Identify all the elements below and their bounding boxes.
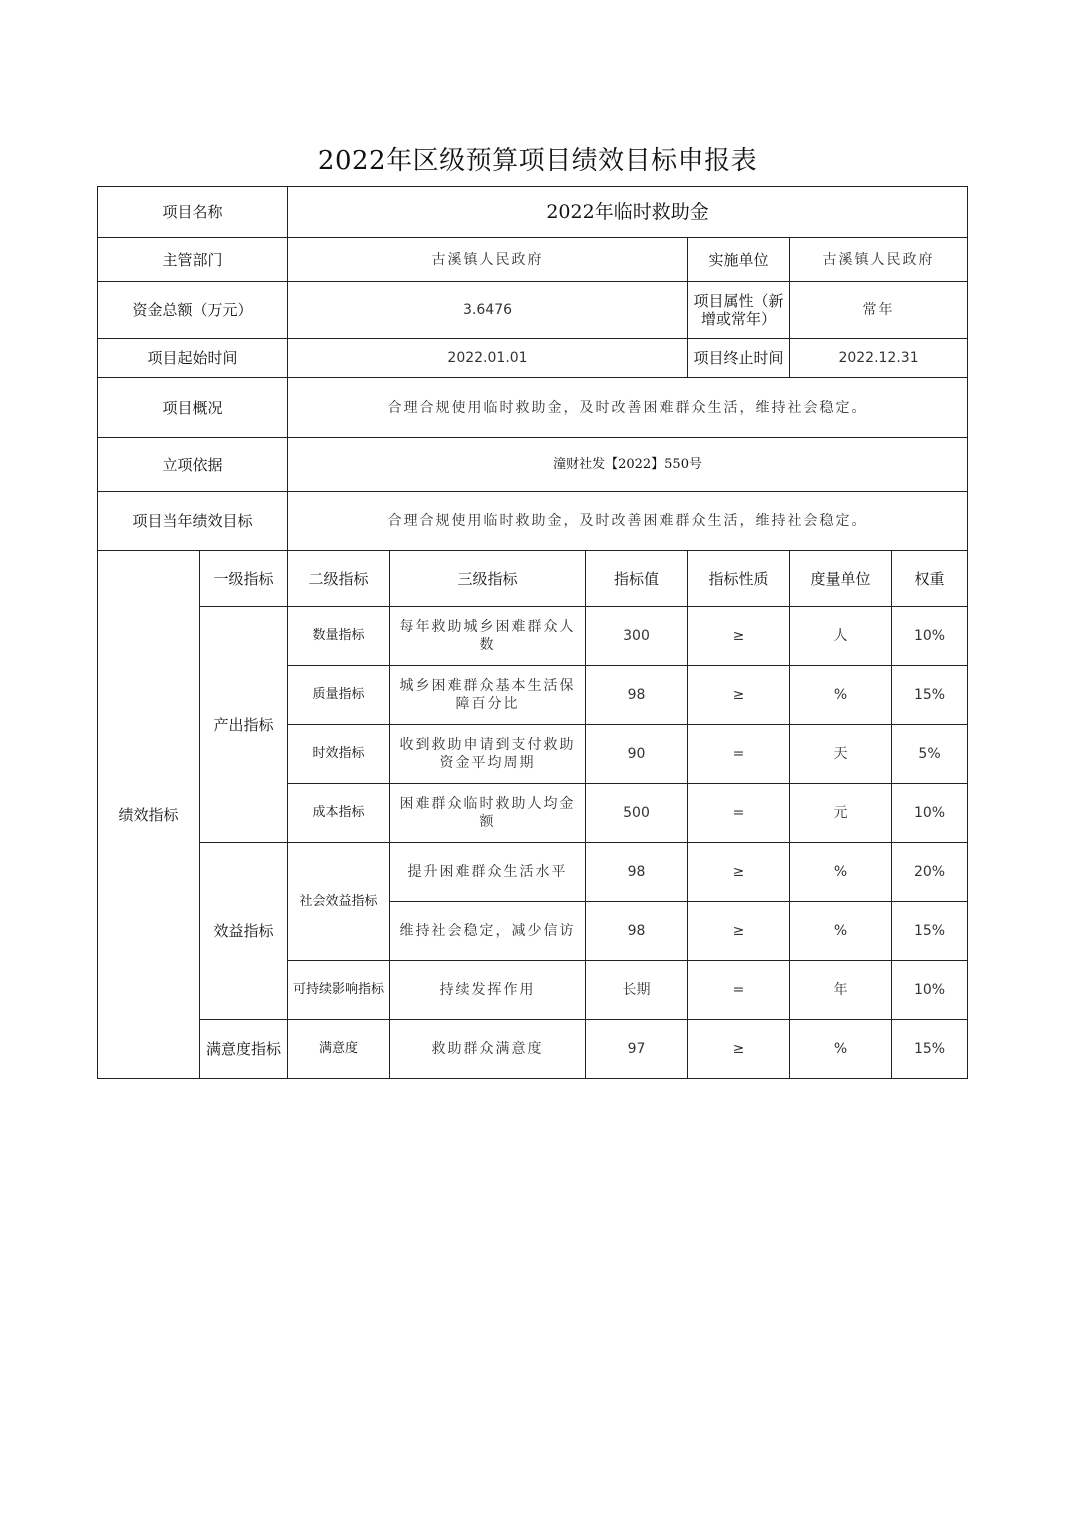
overview-label: 项目概况 — [98, 378, 288, 438]
project-name-value: 2022年临时救助金 — [288, 187, 968, 238]
indicator-weight: 15% — [892, 1020, 968, 1079]
indicator-name: 每年救助城乡困难群众人数 — [390, 607, 586, 666]
row-project-name — [98, 187, 968, 238]
row-overview — [98, 378, 968, 438]
indicator-name: 提升困难群众生活水平 — [390, 843, 586, 902]
indicator-nature: ≥ — [688, 607, 790, 666]
level2-quality: 质量指标 — [288, 666, 390, 725]
column-header: 二级指标 — [288, 551, 390, 607]
indicator-unit: % — [790, 902, 892, 961]
indicator-unit: % — [790, 843, 892, 902]
indicator-header-row — [98, 551, 968, 607]
indicator-unit: 元 — [790, 784, 892, 843]
indicator-value: 98 — [586, 666, 688, 725]
dept-label: 主管部门 — [98, 238, 288, 282]
column-header: 指标值 — [586, 551, 688, 607]
indicator-name: 收到救助申请到支付救助资金平均周期 — [390, 725, 586, 784]
indicators-section-label: 绩效指标 — [98, 551, 200, 1079]
indicator-weight: 15% — [892, 666, 968, 725]
indicator-unit: % — [790, 666, 892, 725]
indicator-value: 98 — [586, 902, 688, 961]
row-annual-goal — [98, 492, 968, 551]
indicator-value: 300 — [586, 607, 688, 666]
column-header: 一级指标 — [200, 551, 288, 607]
indicator-weight: 10% — [892, 961, 968, 1020]
indicator-nature: = — [688, 961, 790, 1020]
table-row — [98, 843, 968, 902]
level2-social: 社会效益指标 — [288, 843, 390, 961]
basis-value: 潼财社发【2022】550号 — [288, 438, 968, 492]
indicator-nature: ≥ — [688, 902, 790, 961]
indicator-value: 98 — [586, 843, 688, 902]
fund-value: 3.6476 — [288, 282, 688, 339]
indicator-value: 90 — [586, 725, 688, 784]
indicator-value: 长期 — [586, 961, 688, 1020]
level2-cost: 成本指标 — [288, 784, 390, 843]
impl-unit-value: 古溪镇人民政府 — [790, 238, 968, 282]
indicator-nature: = — [688, 784, 790, 843]
project-name-label: 项目名称 — [98, 187, 288, 238]
row-fund — [98, 282, 968, 339]
fund-label: 资金总额（万元） — [98, 282, 288, 339]
indicator-nature: = — [688, 725, 790, 784]
indicator-value: 97 — [586, 1020, 688, 1079]
indicator-name: 困难群众临时救助人均金额 — [390, 784, 586, 843]
table-row — [98, 1020, 968, 1079]
row-basis — [98, 438, 968, 492]
start-value: 2022.01.01 — [288, 339, 688, 378]
indicator-unit: 天 — [790, 725, 892, 784]
indicator-nature: ≥ — [688, 666, 790, 725]
indicator-weight: 20% — [892, 843, 968, 902]
impl-unit-label: 实施单位 — [688, 238, 790, 282]
level2-satisfaction: 满意度 — [288, 1020, 390, 1079]
indicator-name: 维持社会稳定，减少信访 — [390, 902, 586, 961]
performance-target-form — [97, 186, 968, 1079]
end-value: 2022.12.31 — [790, 339, 968, 378]
end-label: 项目终止时间 — [688, 339, 790, 378]
column-header: 三级指标 — [390, 551, 586, 607]
overview-value: 合理合规使用临时救助金，及时改善困难群众生活，维持社会稳定。 — [288, 378, 968, 438]
attr-value: 常年 — [790, 282, 968, 339]
dept-value: 古溪镇人民政府 — [288, 238, 688, 282]
indicator-value: 500 — [586, 784, 688, 843]
level1-output: 产出指标 — [200, 607, 288, 843]
level2-timeliness: 时效指标 — [288, 725, 390, 784]
indicator-nature: ≥ — [688, 1020, 790, 1079]
start-label: 项目起始时间 — [98, 339, 288, 378]
goal-value: 合理合规使用临时救助金，及时改善困难群众生活，维持社会稳定。 — [288, 492, 968, 551]
page-title: 2022年区级预算项目绩效目标申报表 — [317, 146, 758, 176]
level1-satisfaction: 满意度指标 — [200, 1020, 288, 1079]
indicator-unit: % — [790, 1020, 892, 1079]
attr-label: 项目属性（新增或常年） — [688, 282, 790, 339]
column-header: 度量单位 — [790, 551, 892, 607]
column-header: 权重 — [892, 551, 968, 607]
indicator-name: 城乡困难群众基本生活保障百分比 — [390, 666, 586, 725]
level1-benefit: 效益指标 — [200, 843, 288, 1020]
indicator-unit: 年 — [790, 961, 892, 1020]
table-row — [98, 607, 968, 666]
indicator-name: 持续发挥作用 — [390, 961, 586, 1020]
indicator-weight: 15% — [892, 902, 968, 961]
goal-label: 项目当年绩效目标 — [98, 492, 288, 551]
level2-sustain: 可持续影响指标 — [288, 961, 390, 1020]
column-header: 指标性质 — [688, 551, 790, 607]
row-period — [98, 339, 968, 378]
indicator-nature: ≥ — [688, 843, 790, 902]
indicator-weight: 5% — [892, 725, 968, 784]
basis-label: 立项依据 — [98, 438, 288, 492]
indicator-name: 救助群众满意度 — [390, 1020, 586, 1079]
indicator-weight: 10% — [892, 607, 968, 666]
indicator-unit: 人 — [790, 607, 892, 666]
level2-quantity: 数量指标 — [288, 607, 390, 666]
row-department — [98, 238, 968, 282]
indicator-weight: 10% — [892, 784, 968, 843]
